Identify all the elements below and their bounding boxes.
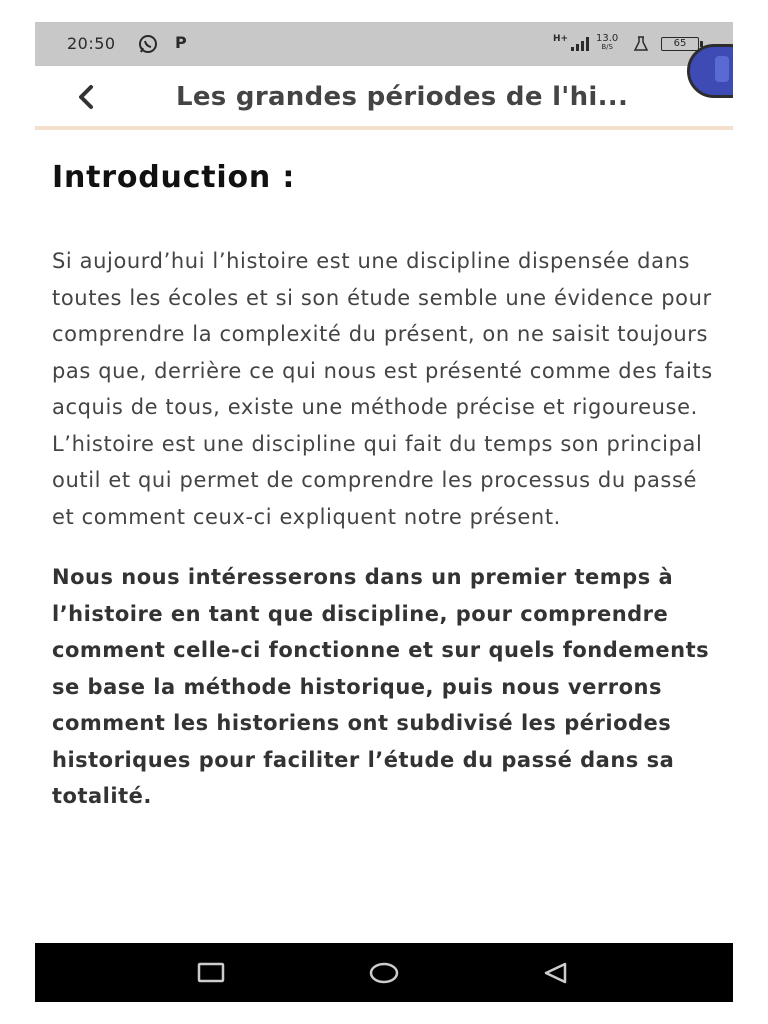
status-time: 20:50 — [67, 34, 116, 53]
page-title: Les grandes périodes de l'hi... — [176, 82, 629, 112]
circle-icon[interactable] — [369, 959, 399, 987]
square-icon[interactable] — [196, 959, 226, 987]
phone-screen — [35, 22, 733, 1002]
data-speed — [596, 34, 618, 51]
speed-unit: B/S — [601, 43, 613, 51]
network-type: H+ — [553, 34, 569, 44]
fab-icon — [715, 56, 729, 82]
back-button[interactable] — [71, 80, 101, 114]
status-bar — [35, 22, 733, 66]
app-header — [35, 66, 733, 130]
flask-icon — [633, 36, 649, 52]
battery-indicator: 65 — [661, 37, 699, 51]
whatsapp-icon — [137, 34, 159, 54]
p-app-icon: P — [175, 33, 187, 52]
intro-paragraph: Si aujourd’hui l’histoire est une discipline dispensée dans toutes les écoles et si son étude semble une évidence pour comprendre la complexité du présent, on ne saisit toujours pas que, derrière ce qui nous est présenté comme des faits acquis de tous, existe une méthode précise et rigoureuse. L’histoire est une discipline qui fait du temps son principal outil et qui permet de comprendre les processus du passé et comment ceux-ci expliquent notre présent. — [52, 249, 713, 529]
plan-paragraph: Nous nous intéresserons dans un premier temps à l’histoire en tant que discipline, pour comprendre comment celle-ci fonctionne et sur quels fondements se base la méthode historique, puis nous verrons comment les historiens ont subdivisé les périodes historiques pour faciliter l’étude du passé dans sa totalité. — [52, 565, 710, 808]
signal-icon — [570, 37, 590, 51]
section-heading: Introduction : — [52, 160, 296, 195]
triangle-back-icon[interactable] — [541, 959, 571, 987]
speed-value: 13.0 — [596, 33, 619, 44]
article-content — [52, 160, 722, 815]
navigation-bar — [35, 943, 733, 1002]
